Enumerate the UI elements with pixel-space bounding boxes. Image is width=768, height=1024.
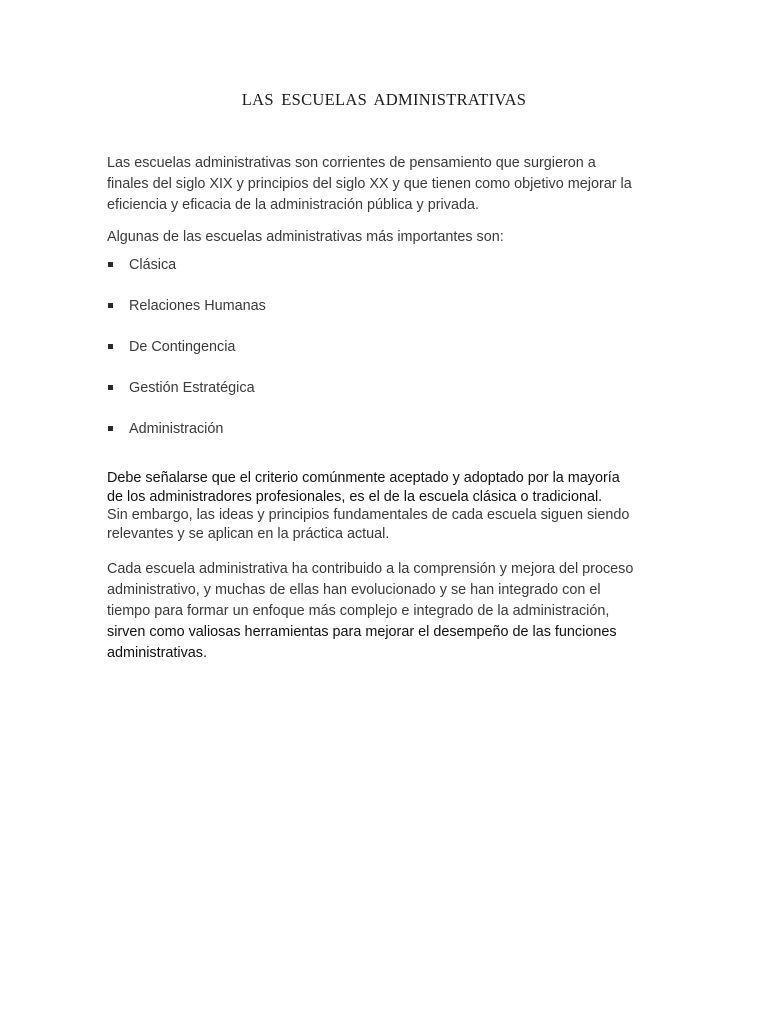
note-line: Debe señalarse que el criterio comúnmente aceptado y adoptado por la mayoría [107, 470, 620, 486]
closing-line: sirven como valiosas herramientas para mejorar el desempeño de las funciones [107, 624, 617, 640]
list-item-label: Gestión Estratégica [129, 380, 255, 396]
lead-sentence: Algunas de las escuelas administrativas más importantes son: [107, 229, 504, 245]
square-bullet-icon [108, 344, 113, 349]
closing-line: administrativo, y muchas de ellas han evolucionado y se han integrado con el [107, 582, 601, 598]
note-line: relevantes y se aplican en la práctica actual. [107, 525, 390, 542]
note-paragraph [107, 469, 667, 543]
closing-paragraph [107, 559, 667, 664]
square-bullet-icon [108, 426, 113, 431]
document-title: LAS ESCUELAS ADMINISTRATIVAS [241, 90, 527, 109]
list-item-label: Administración [129, 421, 224, 437]
square-bullet-icon [108, 303, 113, 308]
list-item-label: Relaciones Humanas [129, 298, 266, 314]
intro-line: eficiencia y eficacia de la administración pública y privada. [107, 197, 479, 213]
intro-line: Las escuelas administrativas son corrientes de pensamiento que surgieron a [107, 155, 596, 171]
note-line: Sin embargo, las ideas y principios fundamentales de cada escuela siguen siendo [107, 507, 630, 523]
square-bullet-icon [108, 385, 113, 390]
closing-line: administrativas. [107, 645, 207, 661]
closing-line: tiempo para formar un enfoque más complejo e integrado de la administración, [107, 603, 610, 619]
list-item-label: De Contingencia [129, 339, 236, 355]
list-item-label: Clásica [129, 257, 177, 273]
intro-line: finales del siglo XIX y principios del siglo XX y que tienen como objetivo mejorar la [107, 176, 632, 192]
note-line: de los administradores profesionales, es el de la escuela clásica o tradicional. [107, 488, 603, 505]
closing-line: Cada escuela administrativa ha contribuido a la comprensión y mejora del proceso [107, 561, 634, 577]
intro-paragraph [107, 153, 667, 216]
square-bullet-icon [108, 262, 113, 267]
